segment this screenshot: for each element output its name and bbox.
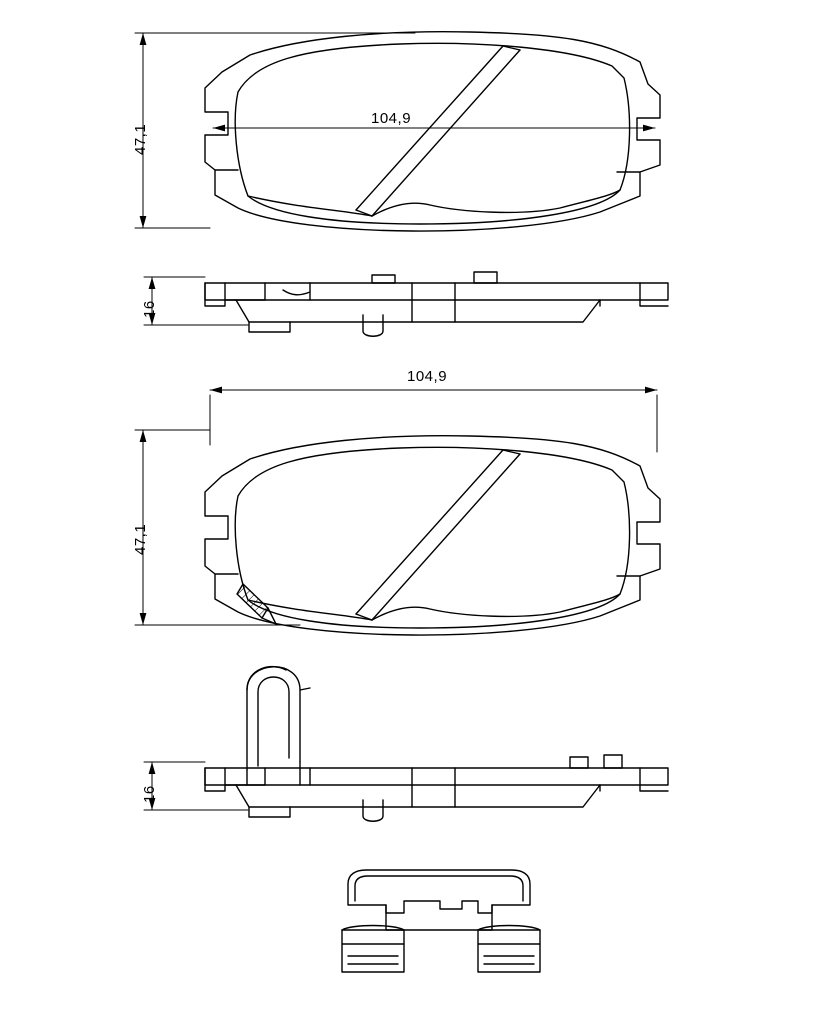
bottom-pad-front-view (205, 436, 660, 635)
dimension-label-top-width: 104,9 (371, 110, 412, 127)
top-pad-front-view (205, 32, 660, 231)
accessory-clip-view (342, 870, 540, 972)
dimension-bottom-height (135, 430, 300, 625)
dimension-bottom-width (210, 390, 657, 452)
dimension-label-top-thickness: 16 (141, 300, 158, 318)
dimension-label-bottom-height: 47,1 (132, 523, 149, 555)
dimension-label-top-height: 47,1 (132, 123, 149, 155)
dimension-bottom-thickness (144, 762, 248, 810)
top-pad-side-view (205, 272, 668, 336)
dimension-top-thickness (144, 277, 248, 325)
dimension-label-bottom-thickness: 16 (141, 785, 158, 803)
dimension-label-bottom-width: 104,9 (407, 368, 448, 385)
bottom-pad-side-view (205, 667, 668, 822)
